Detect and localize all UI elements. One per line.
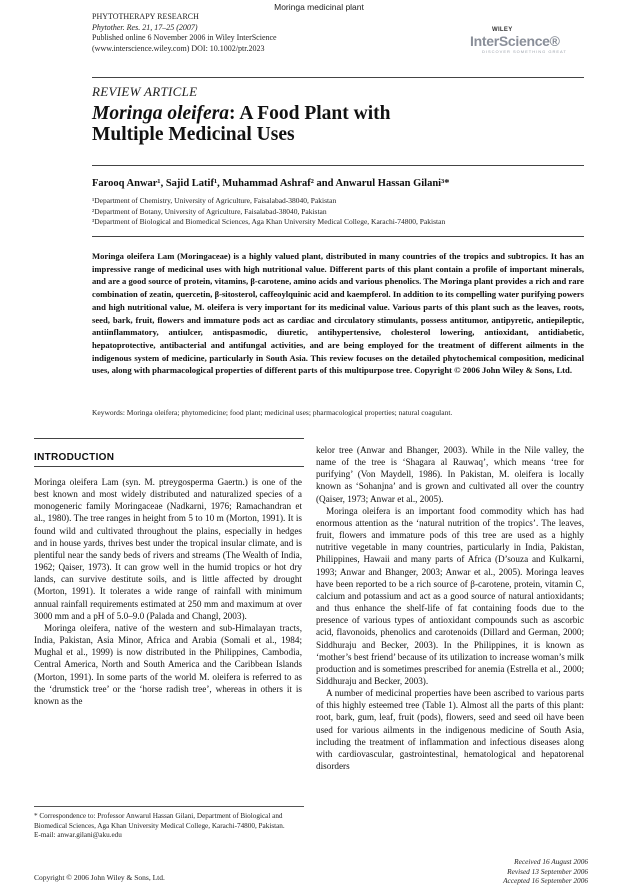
title-rest: : A Food Plant with	[229, 103, 391, 124]
footnote-email[interactable]: E-mail: anwar.gilani@aku.edu	[34, 831, 122, 839]
keywords: Keywords: Moringa oleifera; phytomedicine; food plant; medicinal uses; pharmacological properties; natural coagulant.	[92, 408, 453, 417]
correspondence-footnote	[34, 812, 304, 841]
paragraph: Moringa oleifera Lam (syn. M. ptreygosperma Gaertn.) is one of the best known and most widely distributed and naturalized species of a monogeneric family Moringaceae (Nadkarni, 1976; Ramachandran et al., 1980). The tree ranges in height from 5 to 10 m (Morton, 1991). It is found wild and cultivated throughout the plains, especially in hedges and in house yards, thrives best under the tropical insular climate, and is plentiful near the sandy beds of rivers and streams (The Wealth of India, 1962; Qaiser, 1973). It can grow well in the humid tropics or hot dry lands, can survive destitute soils, and is little affected by drought (Morton, 1991). It tolerates a wide range of rainfall with minimum annual rainfall requirements estimated at 250 mm and maximum at over 3000 mm and a pH of 5.0–9.0 (Palada and Changl, 2003).	[34, 477, 302, 621]
affiliation-1: ¹Department of Chemistry, University of Agriculture, Faisalabad-38040, Pakistan	[92, 196, 337, 205]
journal-citation: Phytother. Res. 21, 17–25 (2007)	[92, 22, 198, 32]
paragraph: Moringa oleifera is an important food commodity which has had enormous attention as the ‘natural nutrition of the tropics’. The leaves, fruit, flowers and immature pods of this tree are used as a highly nutritive vegetable in many countries, particularly in India, Pakistan, Philippines, Hawaii and many parts of Africa (D’souza and Kulkarni, 1993; Anwar and Bhanger, 2003; Anwar et al., 2005). Moringa leaves have been reported to be a rich source of β-carotene, protein, vitamin C, calcium and potassium and act as a good source of natural antioxidants; and thus enhance the shelf-life of fat containing foods due to the presence of various types of antioxidant compounds such as ascorbic acid, flavonoids, phenolics and carotenoids (Dillard and German, 2000; Siddhuraju and Becker, 2003). In the Philippines, it is known as ‘mother’s best friend’ because of its utilization to increase woman’s milk production and is sometimes prescribed for anemia (Estrella et al., 2000; Siddhuraju and Becker, 2003).	[316, 505, 584, 686]
paragraph: kelor tree (Anwar and Bhanger, 2003). While in the Nile valley, the name of the tree is ‘Shagara al Rauwaq’, which means ‘tree for purifying’ (Von Maydell, 1986). In Pakistan, M. oleifera is locally known as ‘Sohanjna’ and is grown and cultivated all over the country (Qaiser, 1973; Anwar et al., 2005).	[316, 445, 584, 504]
copyright-notice: Copyright © 2006 John Wiley & Sons, Ltd.	[34, 873, 165, 882]
footnote-rule	[34, 806, 304, 807]
affiliation-2: ²Department of Botany, University of Agriculture, Faisalabad-38040, Pakistan	[92, 206, 327, 216]
accepted-date: Accepted 16 September 2006	[503, 876, 588, 885]
right-column	[316, 444, 584, 772]
paragraph: A number of medicinal properties have been ascribed to various parts of this highly esteemed tree (Table 1). Almost all the parts of this plant: root, bark, gum, leaf, fruit (pods), flowers, seed and seed oil have been used for various ailments in the indigenous medicine of South Asia, including the treatment of inflammation and infectious diseases along with cardiovascular, gastrointestinal, hematological and hepatorenal disorders	[316, 688, 584, 772]
left-column	[34, 476, 302, 707]
footnote-text: * Correspondence to: Professor Anwarul Hassan Gilani, Department of Biological and Biomedical Sciences, Aga Khan University Medical College, Karachi-74800, Pakistan.	[34, 812, 285, 830]
title-rule	[92, 165, 584, 166]
header-rule	[92, 77, 584, 78]
article-type: REVIEW ARTICLE	[92, 84, 198, 99]
journal-name: PHYTOTHERAPY RESEARCH	[92, 12, 199, 21]
affiliation-3: ³Department of Biological and Biomedical Sciences, Aga Khan University Medical College, Karachi-74800, Pakistan	[92, 217, 446, 226]
logo-tagline: DISCOVER SOMETHING GREAT	[482, 49, 567, 54]
paragraph: Moringa oleifera, native of the western and sub-Himalayan tracts, India, Pakistan, Asia Minor, Africa and Arabia (Somali et al., 1984; Mughal et al., 1999) is now distributed in the Philippines, Cambodia, Central America, North and South America and the Caribbean Islands (Morton, 1991). In some parts of the world M. oleifera is referred to as the ‘drumstick tree’ or the ‘horse radish tree’, whereas in others it is known as the	[34, 622, 302, 706]
received-dates	[420, 857, 588, 886]
journal-meta	[92, 12, 277, 54]
article-title	[92, 103, 532, 145]
affiliation-rule	[92, 236, 584, 237]
abstract: Moringa oleifera Lam (Moringaceae) is a highly valued plant, distributed in many countries of the tropics and subtropics. It has an impressive range of medicinal uses with high nutritional value. Different parts of this plant contain a profile of important minerals, and are a good source of protein, vitamins, β-carotene, amino acids and various phenolics. The Moringa plant provides a rich and rare combination of zeatin, quercetin, β-sitosterol, caffeoylquinic acid and kaempferol. In addition to its compelling water purifying powers and high nutritional value, M. oleifera is very important for its medicinal value. Various parts of this plant such as the leaves, roots, seed, bark, fruit, flowers and immature pods act as cardiac and circulatory stimulants, possess antitumor, antipyretic, antiepileptic, antiinflammatory, antiulcer, antispasmodic, diuretic, antihypertensive, cholesterol lowering, antioxidant, antidiabetic, hepatoprotective, antibacterial and antifungal activities, and are being employed for the treatment of different ailments in the indigenous system of medicine, particularly in South Asia. This review focuses on the detailed phytochemical composition, medicinal uses, along with pharmacological properties of different parts of this multipurpose tree. Copyright © 2006 John Wiley & Sons, Ltd.	[92, 251, 584, 376]
wiley-interscience-logo[interactable]	[470, 27, 590, 54]
title-species: Moringa oleifera	[92, 103, 230, 124]
affiliations	[92, 196, 445, 228]
interscience-label: InterScience®	[470, 33, 560, 49]
journal-doi: (www.interscience.wiley.com) DOI: 10.1002/ptr.2023	[92, 43, 265, 53]
running-head: Moringa medicinal plant	[274, 2, 364, 12]
wiley-label: WILEY	[492, 27, 513, 33]
journal-published: Published online 6 November 2006 in Wiley InterScience	[92, 33, 277, 42]
received-date: Received 16 August 2006	[514, 857, 588, 866]
revised-date: Revised 13 September 2006	[507, 866, 588, 876]
section-heading-introduction: INTRODUCTION	[34, 452, 115, 463]
abstract-rule	[34, 438, 304, 439]
heading-rule	[34, 466, 304, 467]
author-list: Farooq Anwar¹, Sajid Latif¹, Muhammad Ashraf² and Anwarul Hassan Gilani³*	[92, 178, 450, 189]
title-line-2: Multiple Medicinal Uses	[92, 124, 295, 145]
title-line-1	[92, 103, 532, 124]
